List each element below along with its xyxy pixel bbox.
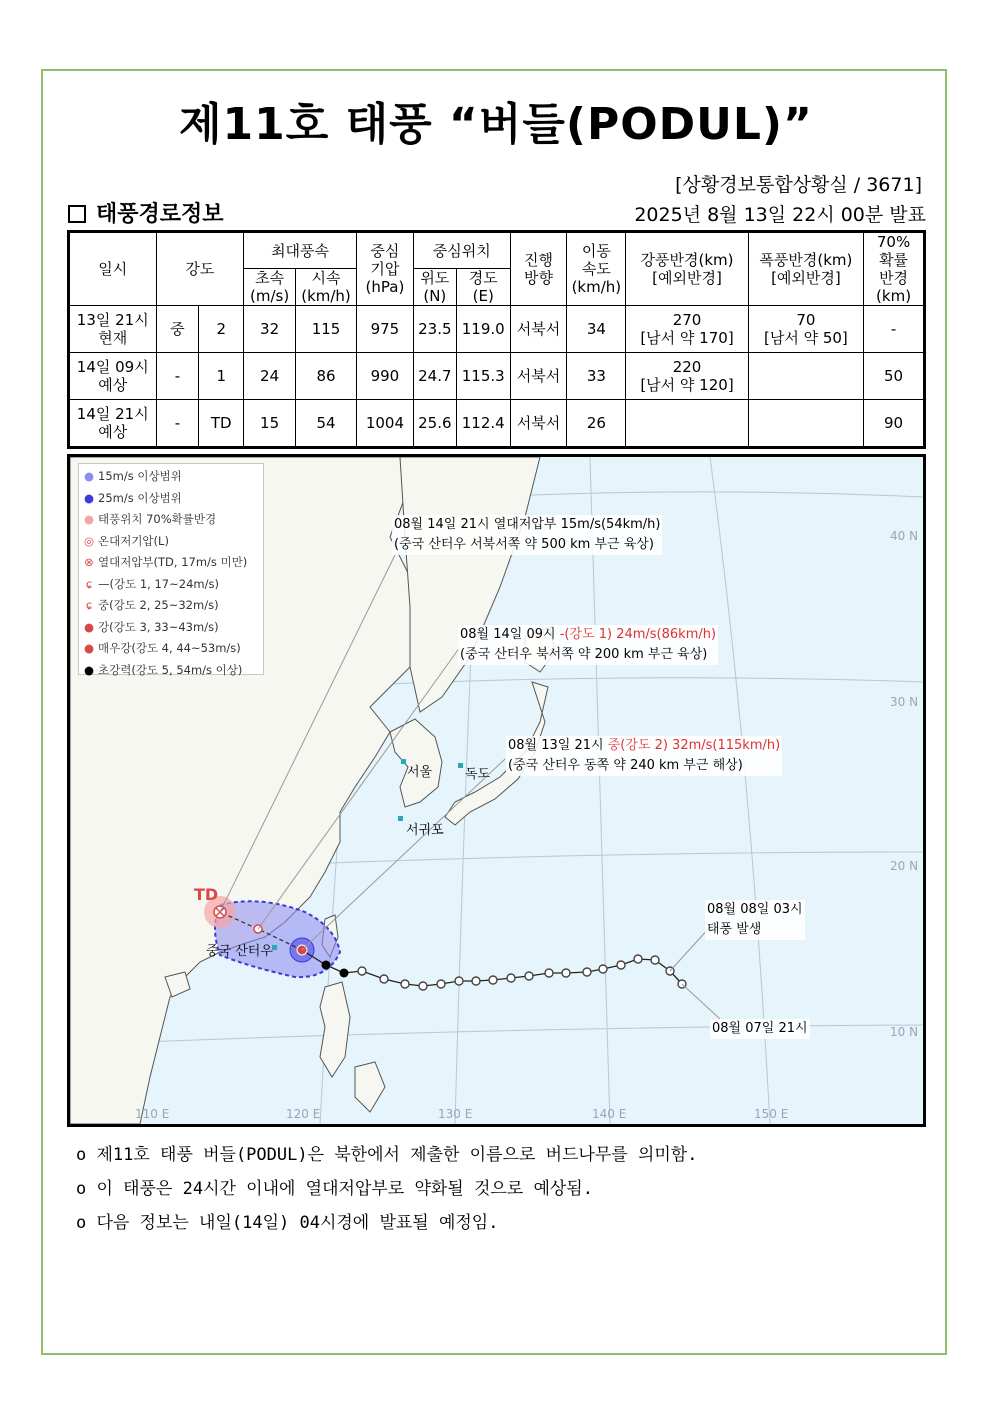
cell-pressure: 975 <box>356 306 413 353</box>
cell-wind-kmh: 115 <box>296 306 357 353</box>
page-title: 제11호 태풍 “버들(PODUL)” <box>179 99 813 150</box>
legend-item: ɕ —(강도 1, 17~24m/s) <box>85 576 219 591</box>
header-pressure: 중심 기압 (hPa) <box>356 232 413 306</box>
cell-lon: 119.0 <box>456 306 510 353</box>
cell-lon: 115.3 <box>456 353 510 400</box>
label-dokdo: 독도 <box>465 767 491 782</box>
cell-direction: 서북서 <box>510 400 567 448</box>
annotation-current: 08월 13일 21시 중(강도 2) 32m/s(115km/h) (중국 산터우 동쪽 약 240 km 부근 해상) <box>506 736 782 776</box>
checkbox-icon <box>68 205 86 223</box>
legend-item: ɕ 중(강도 2, 25~32m/s) <box>85 598 219 612</box>
map-legend <box>78 463 264 675</box>
legend-item: ● 매우강(강도 4, 44~53m/s) <box>83 641 241 655</box>
issued-time: 2025년 8월 13일 22시 00분 발표 <box>634 204 926 226</box>
legend-item: ● 태풍위치 70%확률반경 <box>83 512 217 526</box>
past-position-strong <box>340 969 349 978</box>
cell-direction: 서북서 <box>510 306 567 353</box>
header-max-wind: 최대풍속 <box>244 232 357 269</box>
cell-lat: 25.6 <box>413 400 456 448</box>
label-td: TD <box>194 885 219 904</box>
cell-direction: 서북서 <box>510 353 567 400</box>
cell-intensity: - <box>156 400 199 448</box>
note-item: o 다음 정보는 내일(14일) 04시경에 발표될 예정임. <box>76 1213 499 1233</box>
grid-label: 10 N <box>890 1025 919 1039</box>
cell-speed: 34 <box>567 306 626 353</box>
cell-pressure: 990 <box>356 353 413 400</box>
notes <box>76 1138 697 1240</box>
grid-label: 110 E <box>135 1107 170 1121</box>
header-prob: 70% 확률 반경 (km) <box>864 232 925 306</box>
cell-wind-ms: 32 <box>244 306 296 353</box>
note-item: o 제11호 태풍 버들(PODUL)은 북한에서 제출한 이름으로 버드나무를 의미함. <box>76 1145 698 1165</box>
grid-label: 120 E <box>286 1107 321 1121</box>
cell-lat: 23.5 <box>413 306 456 353</box>
cell-pressure: 1004 <box>356 400 413 448</box>
annotation-genesis: 08월 08일 03시 태풍 발생 <box>705 900 805 940</box>
cell-date: 14일 09시 예상 <box>69 353 157 400</box>
annotation-start: 08월 07일 21시 <box>710 1019 810 1039</box>
grid-label: 40 N <box>890 529 919 543</box>
past-position-strong <box>322 961 331 970</box>
cell-speed: 26 <box>567 400 626 448</box>
cell-prob: 90 <box>864 400 925 448</box>
grid-label: 140 E <box>592 1107 627 1121</box>
header-lat: 위도 (N) <box>413 269 456 306</box>
label-shantou: 중국 산터우 <box>206 944 273 959</box>
table-row <box>69 353 925 400</box>
cell-gale: 270 [남서 약 170] <box>626 306 748 353</box>
cell-intensity: - <box>156 353 199 400</box>
cell-grade: 2 <box>199 306 244 353</box>
legend-item: ● 25m/s 이상범위 <box>83 490 182 505</box>
cell-gale <box>626 400 748 448</box>
grid-label: 30 N <box>890 695 919 709</box>
cell-wind-kmh: 54 <box>296 400 357 448</box>
office-label: [상황경보통합상황실 / 3671] <box>675 174 922 196</box>
legend-item: ● 15m/s 이상범위 <box>83 469 182 483</box>
cell-wind-ms: 15 <box>244 400 296 448</box>
section-heading <box>68 197 224 228</box>
grid-label: 20 N <box>890 859 919 873</box>
section-title: 태풍경로정보 <box>96 202 224 227</box>
header-wind-ms: 초속 (m/s) <box>244 269 296 306</box>
cell-storm <box>748 400 863 448</box>
header-gale-radius: 강풍반경(km) [예외반경] <box>626 232 748 306</box>
cell-intensity: 중 <box>156 306 199 353</box>
header-speed: 이동 속도 (km/h) <box>567 232 626 306</box>
seoul-marker <box>401 759 406 764</box>
seogwipo-marker <box>398 816 403 821</box>
cell-speed: 33 <box>567 353 626 400</box>
legend-item: ◎ 온대저기압(L) <box>83 533 169 548</box>
cell-storm: 70 [남서 약 50] <box>748 306 863 353</box>
dokdo-marker <box>458 763 463 768</box>
cell-date: 13일 21시 현재 <box>69 306 157 353</box>
cell-wind-ms: 24 <box>244 353 296 400</box>
cell-storm <box>748 353 863 400</box>
label-seogwipo: 서귀포 <box>406 823 444 838</box>
cell-grade: 1 <box>199 353 244 400</box>
cell-grade: TD <box>199 400 244 448</box>
cell-gale: 220 [남서 약 120] <box>626 353 748 400</box>
typhoon-track-map <box>67 454 926 1127</box>
annotation-td: 08월 14일 21시 열대저압부 15m/s(54km/h) (중국 산터우 서북서쪽 약 500 km 부근 육상) <box>392 515 662 555</box>
cell-lat: 24.7 <box>413 353 456 400</box>
header-center: 중심위치 <box>413 232 510 269</box>
note-item: o 이 태풍은 24시간 이내에 열대저압부로 약화될 것으로 예상됨. <box>76 1179 593 1199</box>
grid-label: 150 E <box>754 1107 789 1121</box>
header-wind-kmh: 시속 (km/h) <box>296 269 357 306</box>
header-datetime: 일시 <box>69 232 157 306</box>
annotation-forecast: 08월 14일 09시 -(강도 1) 24m/s(86km/h) (중국 산터우 북서쪽 약 200 km 부근 육상) <box>458 625 718 665</box>
cell-prob: 50 <box>864 353 925 400</box>
typhoon-table <box>67 230 926 449</box>
legend-item: ● 초강력(강도 5, 54m/s 이상) <box>83 662 243 677</box>
legend-item: ⊗ 열대저압부(TD, 17m/s 미만) <box>84 555 248 569</box>
table-row <box>69 400 925 448</box>
cell-wind-kmh: 86 <box>296 353 357 400</box>
cell-lon: 112.4 <box>456 400 510 448</box>
grid-label: 130 E <box>438 1107 473 1121</box>
header-direction: 진행 방향 <box>510 232 567 306</box>
cell-date: 14일 21시 예상 <box>69 400 157 448</box>
header-lon: 경도 (E) <box>456 269 510 306</box>
header-storm-radius: 폭풍반경(km) [예외반경] <box>748 232 863 306</box>
cell-prob: - <box>864 306 925 353</box>
header-intensity: 강도 <box>156 232 244 306</box>
legend-item: ● 강(강도 3, 33~43m/s) <box>83 619 219 634</box>
label-seoul: 서울 <box>407 765 433 780</box>
table-row <box>69 306 925 353</box>
